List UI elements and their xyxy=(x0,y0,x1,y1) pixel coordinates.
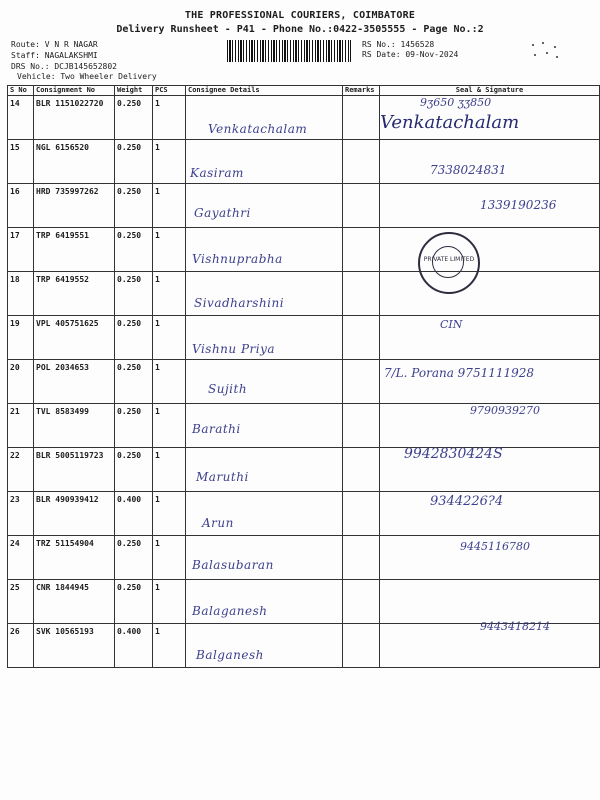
weight-cell: 0.250 xyxy=(115,580,153,624)
seal-cell xyxy=(380,228,600,272)
consignment-cell: BLR 5005119723 xyxy=(34,448,115,492)
barcode xyxy=(227,40,351,62)
sno-cell: 20 xyxy=(8,360,34,404)
sno-cell: 16 xyxy=(8,184,34,228)
table-header-row xyxy=(8,86,600,96)
consignee-name: Sivadharshini xyxy=(194,296,285,310)
consignment-cell: HRD 735997262 xyxy=(34,184,115,228)
consignment-cell: VPL 405751625 xyxy=(34,316,115,360)
qr-dots xyxy=(530,40,560,60)
table-row xyxy=(8,492,600,536)
remarks-cell xyxy=(343,404,380,448)
table-row xyxy=(8,184,600,228)
weight-cell: 0.250 xyxy=(115,448,153,492)
pcs-cell: 1 xyxy=(153,580,186,624)
sno-cell: 19 xyxy=(8,316,34,360)
pcs-cell: 1 xyxy=(153,492,186,536)
consignee-name: Sujith xyxy=(208,382,248,396)
consignee-name: Vishnu Priya xyxy=(192,342,276,356)
pcs-cell: 1 xyxy=(153,448,186,492)
weight-cell: 0.250 xyxy=(115,536,153,580)
table-row xyxy=(8,96,600,140)
weight-cell: 0.250 xyxy=(115,316,153,360)
consignee-cell xyxy=(186,624,343,668)
handwritten-phone: 9ʒ650 ʒʒ850 xyxy=(420,96,492,109)
handwritten-phone: 9790939270 xyxy=(470,404,540,417)
weight-cell: 0.250 xyxy=(115,96,153,140)
sno-cell: 17 xyxy=(8,228,34,272)
remarks-header: Remarks xyxy=(343,86,380,96)
weight-cell: 0.250 xyxy=(115,360,153,404)
pcs-header: PCS xyxy=(153,86,186,96)
table-row xyxy=(8,536,600,580)
consignee-name: Barathi xyxy=(192,422,241,436)
remarks-cell xyxy=(343,492,380,536)
consignment-header: Consignment No xyxy=(34,86,115,96)
handwritten-phone: 1339190236 xyxy=(480,198,557,212)
consignee-name: Arun xyxy=(202,516,234,530)
rs-date: RS Date: 09-Nov-2024 xyxy=(362,50,459,59)
signature: Venkatachalam xyxy=(380,112,520,133)
handwritten-phone: 9942830424S xyxy=(404,446,503,462)
consignment-cell: BLR 490939412 xyxy=(34,492,115,536)
remarks-cell xyxy=(343,316,380,360)
handwritten-note: CIN xyxy=(440,318,463,331)
seal-cell xyxy=(380,184,600,228)
consignee-name: Balasubaran xyxy=(192,558,274,572)
table-row xyxy=(8,580,600,624)
pcs-cell: 1 xyxy=(153,140,186,184)
table-row xyxy=(8,448,600,492)
handwritten-note: 7/L. Porana 9751111928 xyxy=(384,366,535,380)
remarks-cell xyxy=(343,536,380,580)
consignee-name: Kasiram xyxy=(190,166,244,180)
seal-cell xyxy=(380,96,600,140)
consignee-cell xyxy=(186,580,343,624)
consignment-cell: NGL 6156520 xyxy=(34,140,115,184)
seal-text: PRIVATE LIMITED xyxy=(423,256,475,263)
weight-cell: 0.250 xyxy=(115,140,153,184)
table-row xyxy=(8,404,600,448)
table-row xyxy=(8,140,600,184)
pcs-cell: 1 xyxy=(153,96,186,140)
sno-cell: 23 xyxy=(8,492,34,536)
sno-cell: 21 xyxy=(8,404,34,448)
consignment-cell: TRP 6419552 xyxy=(34,272,115,316)
consignment-cell: CNR 1844945 xyxy=(34,580,115,624)
consignee-cell xyxy=(186,96,343,140)
runsheet-table xyxy=(7,85,600,668)
consignee-cell xyxy=(186,184,343,228)
seal-cell xyxy=(380,316,600,360)
staff-line: Staff: NAGALAKSHMI xyxy=(11,51,98,60)
consignee-cell xyxy=(186,140,343,184)
table-row xyxy=(8,228,600,272)
consignee-cell xyxy=(186,228,343,272)
pcs-cell: 1 xyxy=(153,228,186,272)
vehicle-line: Vehicle: Two Wheeler Delivery xyxy=(17,72,157,81)
consignment-cell: TRZ 51154904 xyxy=(34,536,115,580)
sno-cell: 26 xyxy=(8,624,34,668)
seal-cell xyxy=(380,536,600,580)
weight-cell: 0.250 xyxy=(115,404,153,448)
consignee-cell xyxy=(186,448,343,492)
weight-cell: 0.250 xyxy=(115,272,153,316)
consignee-cell xyxy=(186,536,343,580)
consignee-cell xyxy=(186,404,343,448)
handwritten-phone: 9443418214 xyxy=(480,620,550,633)
remarks-cell xyxy=(343,360,380,404)
weight-cell: 0.250 xyxy=(115,228,153,272)
seal-cell xyxy=(380,272,600,316)
seal-cell xyxy=(380,140,600,184)
seal-cell xyxy=(380,360,600,404)
sno-header: S No xyxy=(8,86,34,96)
remarks-cell xyxy=(343,624,380,668)
consignment-cell: TVL 8583499 xyxy=(34,404,115,448)
remarks-cell xyxy=(343,184,380,228)
handwritten-phone: 9445116780 xyxy=(460,540,530,553)
consignment-cell: BLR 1151022720 xyxy=(34,96,115,140)
handwritten-phone: 9344226?4 xyxy=(430,494,504,509)
courier-title: THE PROFESSIONAL COURIERS, COIMBATORE xyxy=(184,10,416,21)
consignee-name: Venkatachalam xyxy=(208,122,308,136)
table-row xyxy=(8,624,600,668)
sno-cell: 18 xyxy=(8,272,34,316)
pcs-cell: 1 xyxy=(153,272,186,316)
seal-header: Seal & Signature xyxy=(380,86,600,96)
remarks-cell xyxy=(343,272,380,316)
sno-cell: 14 xyxy=(8,96,34,140)
consignee-cell xyxy=(186,272,343,316)
consignment-cell: TRP 6419551 xyxy=(34,228,115,272)
table-row xyxy=(8,360,600,404)
consignee-name: Balaganesh xyxy=(192,604,268,618)
remarks-cell xyxy=(343,140,380,184)
sno-cell: 24 xyxy=(8,536,34,580)
pcs-cell: 1 xyxy=(153,536,186,580)
sno-cell: 22 xyxy=(8,448,34,492)
consignee-name: Gayathri xyxy=(194,206,251,220)
weight-cell: 0.400 xyxy=(115,624,153,668)
consignment-cell: POL 2034653 xyxy=(34,360,115,404)
pcs-cell: 1 xyxy=(153,360,186,404)
consignee-name: Maruthi xyxy=(196,470,249,484)
pcs-cell: 1 xyxy=(153,184,186,228)
remarks-cell xyxy=(343,228,380,272)
weight-cell: 0.250 xyxy=(115,184,153,228)
sno-cell: 25 xyxy=(8,580,34,624)
weight-cell: 0.400 xyxy=(115,492,153,536)
rs-number: RS No.: 1456528 xyxy=(362,40,435,49)
seal-cell xyxy=(380,492,600,536)
seal-cell xyxy=(380,404,600,448)
remarks-cell xyxy=(343,96,380,140)
consignee-cell xyxy=(186,360,343,404)
weight-header: Weight xyxy=(115,86,153,96)
seal-cell xyxy=(380,580,600,624)
route-line: Route: V N R NAGAR xyxy=(11,40,98,49)
pcs-cell: 1 xyxy=(153,404,186,448)
seal-cell xyxy=(380,448,600,492)
table-row xyxy=(8,316,600,360)
pcs-cell: 1 xyxy=(153,316,186,360)
remarks-cell xyxy=(343,580,380,624)
consignee-header: Consignee Details xyxy=(186,86,343,96)
drs-number: DRS No.: DCJB145652802 xyxy=(11,62,117,71)
table-row xyxy=(8,272,600,316)
consignment-cell: SVK 10565193 xyxy=(34,624,115,668)
remarks-cell xyxy=(343,448,380,492)
pcs-cell: 1 xyxy=(153,624,186,668)
consignee-cell xyxy=(186,492,343,536)
handwritten-phone: 7338024831 xyxy=(430,163,507,177)
seal-cell xyxy=(380,624,600,668)
sno-cell: 15 xyxy=(8,140,34,184)
consignee-name: Vishnuprabha xyxy=(192,252,283,266)
consignee-name: Balganesh xyxy=(196,648,264,662)
consignee-cell xyxy=(186,316,343,360)
runsheet-subtitle: Delivery Runsheet - P41 - Phone No.:0422-3505555 - Page No.:2 xyxy=(116,24,484,35)
